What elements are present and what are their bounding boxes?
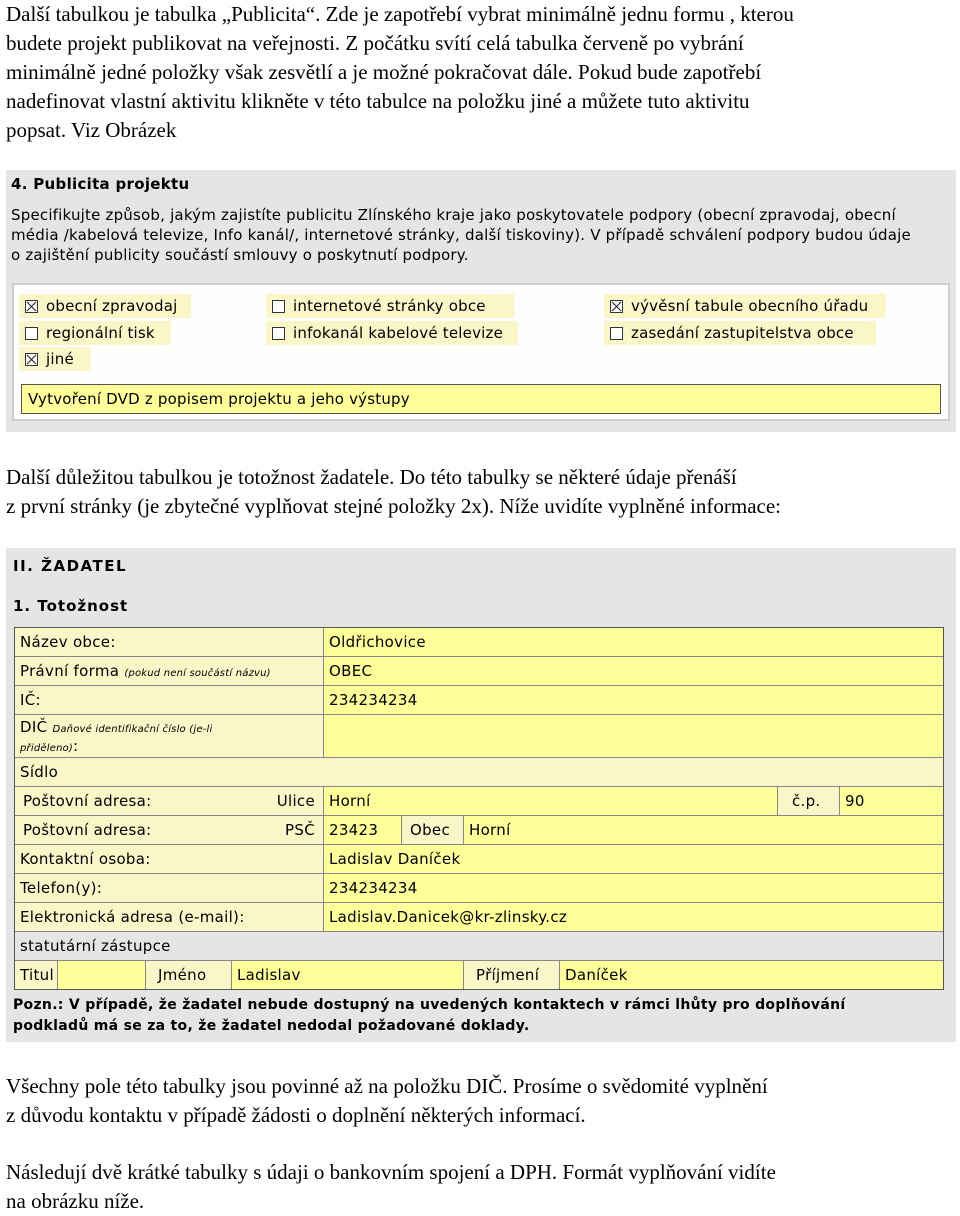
applicant-form-screenshot xyxy=(6,548,956,1042)
required-fields-paragraph xyxy=(6,1072,956,1130)
text-line: minimálně jedné položky však zesvětlí a je možné pokračovat dále. Pokud bude zapotřebí xyxy=(6,60,762,84)
field-label: PSČ xyxy=(215,816,323,844)
email-field[interactable]: Ladislav.Danicek@kr-zlinsky.cz xyxy=(323,903,943,931)
postal-code-field[interactable]: 23423 xyxy=(323,816,401,844)
field-label: IČ: xyxy=(15,686,323,714)
section-label: Sídlo xyxy=(15,758,943,786)
legal-form-note: (pokud není součástí názvu) xyxy=(124,668,271,679)
table-row xyxy=(15,657,943,686)
table-row xyxy=(15,686,943,715)
checkbox-checked-icon[interactable] xyxy=(610,300,623,313)
text-line: Následují dvě krátké tabulky s údaji o bankovním spojení a DPH. Formát vyplňování vidíte xyxy=(6,1160,776,1184)
section-label: statutární zástupce xyxy=(15,932,943,960)
option-internetove-stranky[interactable] xyxy=(266,294,514,318)
text-line: podkladů má se za to, že žadatel nedodal požadované doklady. xyxy=(13,1018,530,1034)
dic-field[interactable] xyxy=(323,715,943,757)
text-line: z první stránky (je zbytečné vyplňovat stejné položky 2x). Níže uvidíte vyplněné informace: xyxy=(6,494,782,518)
text-line: na obrázku níže. xyxy=(6,1189,145,1213)
text-line: Další tabulkou je tabulka „Publicita“. Zde je zapotřebí vybrat minimálně jednu formu , kterou xyxy=(6,2,794,26)
text-line: média /kabelová televize, Info kanál/, internetové stránky, další tiskoviny). V případě schválení podpory budou údaje xyxy=(11,226,911,244)
title-field[interactable] xyxy=(57,961,145,989)
field-label: Poštovní adresa: xyxy=(15,787,215,815)
phone-field[interactable]: 234234234 xyxy=(323,874,943,902)
first-name-field[interactable]: Ladislav xyxy=(231,961,463,989)
option-label: internetové stránky obce xyxy=(293,297,486,315)
option-infokanal[interactable] xyxy=(266,321,518,345)
ic-field[interactable]: 234234234 xyxy=(323,686,943,714)
dic-label: DIČ xyxy=(20,718,48,736)
contact-person-field[interactable]: Ladislav Daníček xyxy=(323,845,943,873)
option-label: obecní zpravodaj xyxy=(46,297,178,315)
option-zasedani[interactable] xyxy=(604,321,876,345)
table-row xyxy=(15,758,943,787)
other-activity-input[interactable]: Vytvoření DVD z popisem projektu a jeho výstupy xyxy=(21,384,941,414)
table-row xyxy=(15,874,943,903)
text-line: popsat. Viz Obrázek xyxy=(6,118,177,142)
text-line: o zajištění publicity součástí smlouvy o poskytnutí podpory. xyxy=(11,246,469,264)
option-vyvesni-tabule[interactable] xyxy=(604,294,886,318)
text-line: z důvodu kontaktu v případě žádosti o doplnění některých informací. xyxy=(6,1103,586,1127)
section-title: 4. Publicita projektu xyxy=(11,175,190,193)
field-label: Ulice xyxy=(215,787,323,815)
text-line: Další důležitou tabulkou je totožnost žadatele. Do této tabulky se některé údaje přenáší xyxy=(6,465,737,489)
text-line: Pozn.: V případě, že žadatel nebude dostupný na uvedených kontaktech v rámci lhůty pro doplňování xyxy=(13,997,846,1013)
publicity-form-screenshot xyxy=(6,170,956,432)
table-row xyxy=(15,628,943,657)
checkbox-unchecked-icon[interactable] xyxy=(272,300,285,313)
field-label: Telefon(y): xyxy=(15,874,323,902)
town-field[interactable]: Horní xyxy=(463,816,943,844)
option-label: zasedání zastupitelstva obce xyxy=(631,324,854,342)
checkbox-unchecked-icon[interactable] xyxy=(272,327,285,340)
table-row xyxy=(15,816,943,845)
dic-note-continued: přiděleno) xyxy=(20,743,74,754)
identity-table xyxy=(14,627,944,990)
field-label xyxy=(15,715,323,757)
section-title: II. ŽADATEL xyxy=(13,557,127,575)
field-label: Elektronická adresa (e-mail): xyxy=(15,903,323,931)
field-label xyxy=(15,657,323,685)
option-label: jiné xyxy=(46,350,74,368)
field-label: Obec xyxy=(401,816,463,844)
field-label: Příjmení xyxy=(463,961,559,989)
field-label: Poštovní adresa: xyxy=(15,816,215,844)
field-label: Kontaktní osoba: xyxy=(15,845,323,873)
option-label: infokanál kabelové televize xyxy=(293,324,504,342)
publicity-options-panel xyxy=(12,283,950,421)
section-description xyxy=(11,205,951,265)
option-obecni-zpravodaj[interactable] xyxy=(19,294,191,318)
dic-note: Daňové identifikační číslo (je-li xyxy=(52,724,213,735)
house-number-field[interactable]: 90 xyxy=(839,787,943,815)
checkbox-unchecked-icon[interactable] xyxy=(25,327,38,340)
checkbox-unchecked-icon[interactable] xyxy=(610,327,623,340)
table-row xyxy=(15,845,943,874)
legal-form-field[interactable]: OBEC xyxy=(323,657,943,685)
option-label: regionální tisk xyxy=(46,324,155,342)
field-label: č.p. xyxy=(777,787,839,815)
table-row xyxy=(15,715,943,758)
intro-paragraph xyxy=(6,0,956,145)
option-label: vývěsní tabule obecního úřadu xyxy=(631,297,869,315)
option-jine[interactable] xyxy=(19,347,91,371)
field-label: Jméno xyxy=(145,961,231,989)
text-line: nadefinovat vlastní aktivitu klikněte v této tabulce na položku jiné a můžete tuto aktivitu xyxy=(6,89,750,113)
street-field[interactable]: Horní xyxy=(323,787,777,815)
surname-field[interactable]: Daníček xyxy=(559,961,943,989)
municipality-name-field[interactable]: Oldřichovice xyxy=(323,628,943,656)
table-row xyxy=(15,787,943,816)
checkbox-checked-icon[interactable] xyxy=(25,300,38,313)
table-row xyxy=(15,903,943,932)
form-note xyxy=(13,995,943,1037)
applicant-intro-paragraph xyxy=(6,463,956,521)
text-line: budete projekt publikovat na veřejnosti. Z počátku svítí celá tabulka červeně po vybrání xyxy=(6,31,744,55)
field-label: Titul xyxy=(15,961,57,989)
section-subtitle: 1. Totožnost xyxy=(13,597,129,615)
legal-form-label: Právní forma xyxy=(20,662,120,680)
table-row xyxy=(15,961,943,989)
text-line: Specifikujte způsob, jakým zajistíte publicitu Zlínského kraje jako poskytovatele podpory (obecní zpravodaj, obecní xyxy=(11,206,896,224)
next-tables-paragraph xyxy=(6,1158,956,1216)
option-regionalni-tisk[interactable] xyxy=(19,321,171,345)
text-line: Všechny pole této tabulky jsou povinné až na položku DIČ. Prosíme o svědomité vyplnění xyxy=(6,1074,768,1098)
table-row xyxy=(15,932,943,961)
dic-colon: : xyxy=(73,737,79,755)
checkbox-checked-icon[interactable] xyxy=(25,353,38,366)
field-label: Název obce: xyxy=(15,628,323,656)
